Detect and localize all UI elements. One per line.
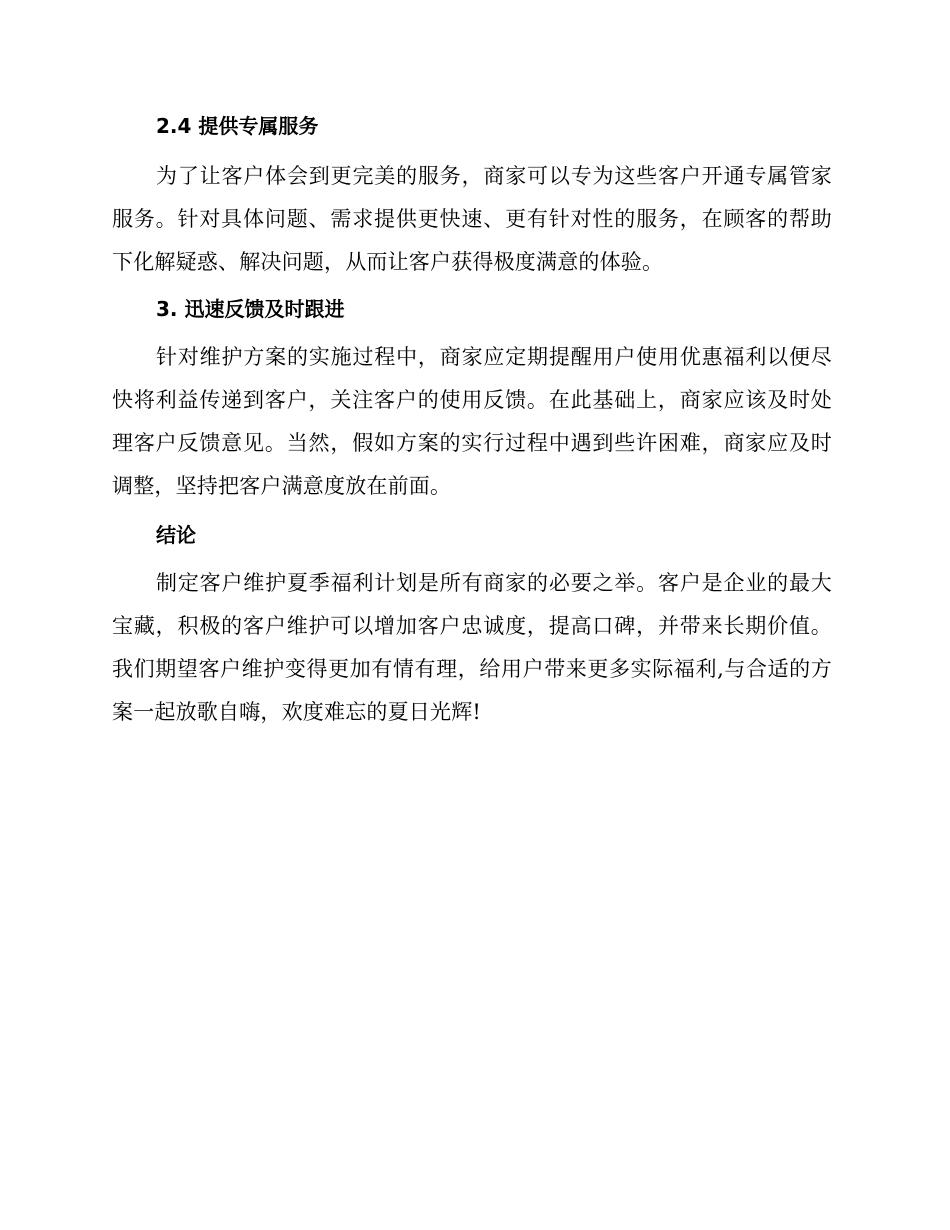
section-heading-exclusive-service: 2.4 提供专属服务 xyxy=(156,114,319,138)
section-heading-conclusion: 结论 xyxy=(156,523,196,547)
section-paragraph-exclusive-service: 为了让客户体会到更完美的服务，商家可以专为这些客户开通专属管家服务。针对具体问题、需求提供更快速、更有针对性的服务，在顾客的帮助下化解疑惑、解决问题，从而让客户获得极度满意的体验。 xyxy=(112,164,832,274)
section-heading-feedback: 3. 迅速反馈及时跟进 xyxy=(156,297,345,321)
section-paragraph-feedback: 针对维护方案的实施过程中，商家应定期提醒用户使用优惠福利以便尽快将利益传递到客户，关注客户的使用反馈。在此基础上，商家应该及时处理客户反馈意见。当然，假如方案的实行过程中遇到些许困难，商家应及时调整，坚持把客户满意度放在前面。 xyxy=(112,345,832,498)
document-body xyxy=(112,110,832,734)
section-paragraph-conclusion: 制定客户维护夏季福利计划是所有商家的必要之举。客户是企业的最大宝藏，积极的客户维护可以增加客户忠诚度，提高口碑，并带来长期价值。我们期望客户维护变得更加有情有理，给用户带来更多实际福利,与合适的方案一起放歌自嗨，欢度难忘的夏日光辉! xyxy=(112,571,832,724)
